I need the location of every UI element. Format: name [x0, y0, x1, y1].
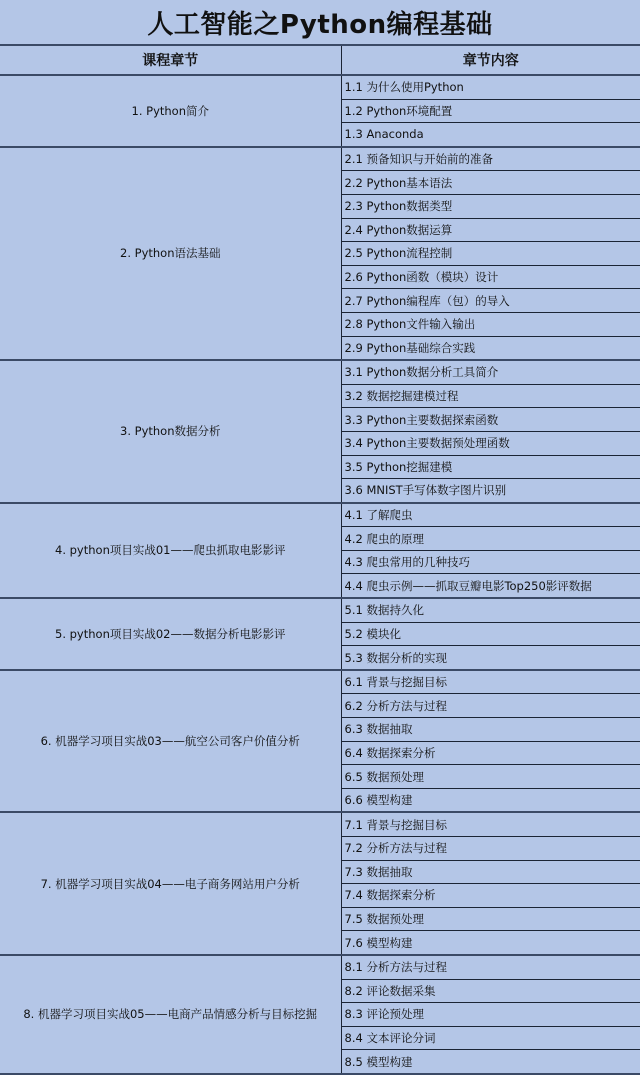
table-row — [0, 360, 640, 384]
section-cell: 1.3 Anaconda — [341, 123, 640, 147]
section-cell: 6.6 模型构建 — [341, 788, 640, 812]
chapter-cell: 8. 机器学习项目实战05——电商产品情感分析与目标挖掘 — [0, 955, 341, 1074]
section-cell: 3.2 数据挖掘建模过程 — [341, 384, 640, 408]
header-content: 章节内容 — [341, 46, 640, 75]
chapter-cell: 3. Python数据分析 — [0, 360, 341, 503]
header-row — [0, 46, 640, 75]
table-row — [0, 670, 640, 694]
section-cell: 3.1 Python数据分析工具简介 — [341, 360, 640, 384]
section-cell: 2.9 Python基础综合实践 — [341, 336, 640, 360]
chapter-cell: 4. python项目实战01——爬虫抓取电影影评 — [0, 503, 341, 598]
section-cell: 2.1 预备知识与开始前的准备 — [341, 147, 640, 171]
section-cell: 6.5 数据预处理 — [341, 765, 640, 789]
section-cell: 4.3 爬虫常用的几种技巧 — [341, 550, 640, 574]
section-cell: 4.1 了解爬虫 — [341, 503, 640, 527]
table-row — [0, 812, 640, 836]
section-cell: 5.3 数据分析的实现 — [341, 646, 640, 670]
section-cell: 4.2 爬虫的原理 — [341, 527, 640, 551]
section-cell: 7.5 数据预处理 — [341, 907, 640, 931]
table-row — [0, 147, 640, 171]
chapter-cell: 5. python项目实战02——数据分析电影影评 — [0, 598, 341, 670]
table-row — [0, 503, 640, 527]
section-cell: 8.1 分析方法与过程 — [341, 955, 640, 979]
section-cell: 5.2 模块化 — [341, 622, 640, 646]
section-cell: 3.6 MNIST手写体数字图片识别 — [341, 479, 640, 503]
section-cell: 8.5 模型构建 — [341, 1050, 640, 1074]
section-cell: 8.3 评论预处理 — [341, 1003, 640, 1027]
table-row — [0, 75, 640, 99]
page-title: 人工智能之Python编程基础 — [0, 0, 640, 46]
section-cell: 8.2 评论数据采集 — [341, 979, 640, 1003]
section-cell: 2.8 Python文件输入输出 — [341, 312, 640, 336]
section-cell: 3.4 Python主要数据预处理函数 — [341, 431, 640, 455]
section-cell: 6.2 分析方法与过程 — [341, 694, 640, 718]
section-cell: 1.1 为什么使用Python — [341, 75, 640, 99]
section-cell: 7.6 模型构建 — [341, 931, 640, 955]
section-cell: 2.2 Python基本语法 — [341, 171, 640, 195]
section-cell: 6.1 背景与挖掘目标 — [341, 670, 640, 694]
section-cell: 2.6 Python函数（模块）设计 — [341, 265, 640, 289]
section-cell: 3.3 Python主要数据探索函数 — [341, 408, 640, 432]
section-cell: 7.4 数据探索分析 — [341, 884, 640, 908]
section-cell: 3.5 Python挖掘建模 — [341, 455, 640, 479]
section-cell: 1.2 Python环境配置 — [341, 99, 640, 123]
course-table — [0, 46, 640, 1075]
chapter-cell: 1. Python简介 — [0, 75, 341, 147]
chapter-cell: 2. Python语法基础 — [0, 147, 341, 360]
section-cell: 2.4 Python数据运算 — [341, 218, 640, 242]
section-cell: 2.7 Python编程库（包）的导入 — [341, 289, 640, 313]
section-cell: 5.1 数据持久化 — [341, 598, 640, 622]
section-cell: 2.3 Python数据类型 — [341, 194, 640, 218]
section-cell: 7.1 背景与挖掘目标 — [341, 812, 640, 836]
section-cell: 7.3 数据抽取 — [341, 860, 640, 884]
section-cell: 6.3 数据抽取 — [341, 718, 640, 742]
chapter-cell: 6. 机器学习项目实战03——航空公司客户价值分析 — [0, 670, 341, 813]
table-row — [0, 955, 640, 979]
table-row — [0, 598, 640, 622]
section-cell: 7.2 分析方法与过程 — [341, 837, 640, 861]
section-cell: 4.4 爬虫示例——抓取豆瓣电影Top250影评数据 — [341, 574, 640, 598]
section-cell: 2.5 Python流程控制 — [341, 242, 640, 266]
chapter-cell: 7. 机器学习项目实战04——电子商务网站用户分析 — [0, 812, 341, 955]
section-cell: 8.4 文本评论分词 — [341, 1026, 640, 1050]
table-body — [0, 75, 640, 1074]
header-chapter: 课程章节 — [0, 46, 341, 75]
section-cell: 6.4 数据探索分析 — [341, 741, 640, 765]
